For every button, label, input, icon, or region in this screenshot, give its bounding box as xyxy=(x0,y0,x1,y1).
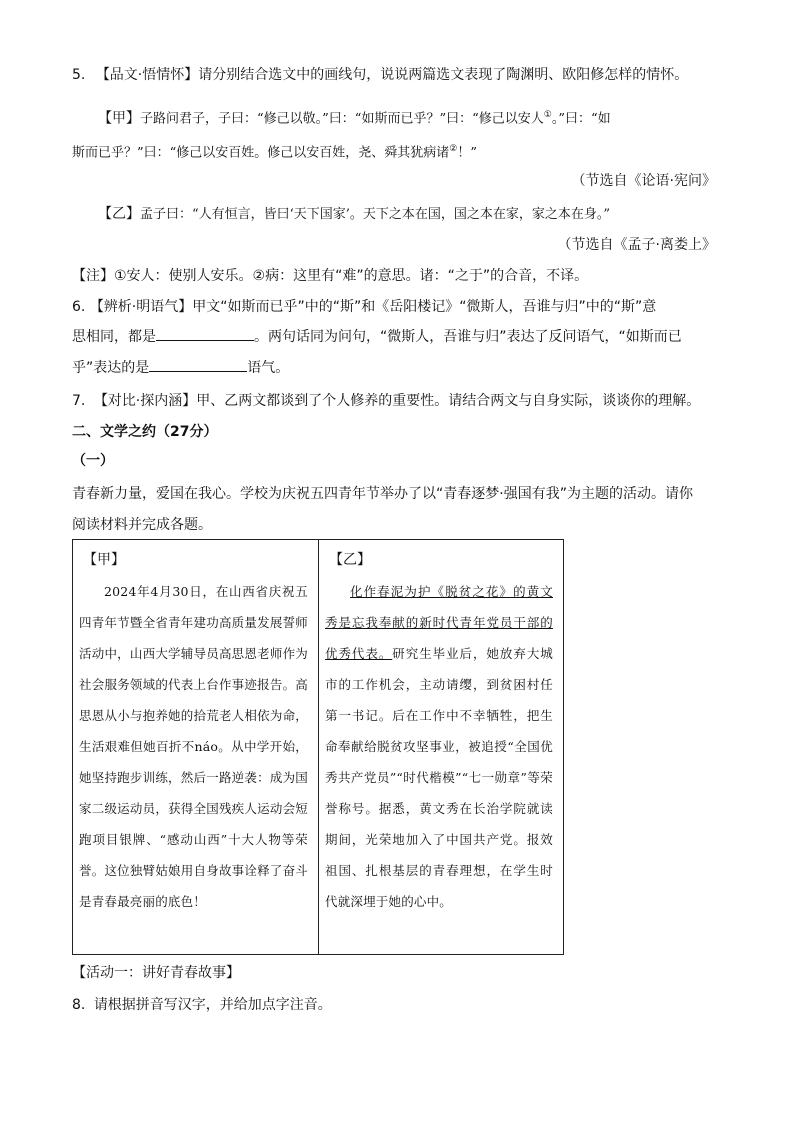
question-6-line2: 思相同，都是 。两句话同为问句，“微斯人，吾谁与归”表达了反问语气，“如斯而已 xyxy=(72,326,682,347)
footnote-marker: ① xyxy=(543,110,552,120)
annotation-note: 【注】①安人：使别人安乐。②病：这里有“难”的意思。诸：“之于”的合音，不译。 xyxy=(72,268,589,284)
question-tag: 【对比·探内涵】 xyxy=(93,393,197,409)
source-lunyu: （节选自《论语·宪问》 xyxy=(571,173,716,189)
answer-blank[interactable] xyxy=(149,357,247,372)
question-tag: 【辨析·明语气】 xyxy=(89,299,193,315)
question-8 xyxy=(72,995,332,1015)
question-text: 请根据拼音写汉字，并给加点字注音。 xyxy=(93,997,332,1013)
answer-blank[interactable] xyxy=(156,326,254,341)
source-mengzi: （节选自《孟子·离娄上》 xyxy=(557,237,716,253)
question-number: 5. xyxy=(72,67,86,83)
passage-jia-line2: 斯而已乎？”曰：“修己以安百姓。修己以安百姓，尧、舜其犹病诸②！” xyxy=(72,144,478,161)
subsection-title: （一） xyxy=(72,453,114,469)
passage-label: 【甲】 xyxy=(98,110,140,127)
material-table xyxy=(72,539,564,955)
question-text: 甲、乙两文都谈到了个人修养的重要性。请结合两文与自身实际，谈谈你的理解。 xyxy=(196,393,701,409)
question-number: 7. xyxy=(72,393,86,409)
underlined-sentence: 化作春泥为护《脱贫之花》的黄文秀是忘我奉献的新时代青年党员干部的优秀代表。 xyxy=(325,584,553,661)
material-label: 【乙】 xyxy=(329,552,371,568)
section-title: 二、文学之约（27分） xyxy=(72,424,218,440)
activity-title: 【活动一：讲好青春故事】 xyxy=(72,965,240,981)
material-label: 【甲】 xyxy=(83,552,125,568)
question-6-line1: 6. 【辨析·明语气】甲文“如斯而已乎”中的“斯”和《岳阳楼记》“微斯人，吾谁与归”中的“斯”意 xyxy=(72,299,657,315)
material-yi-text: 化作春泥为护《脱贫之花》的黄文秀是忘我奉献的新时代青年党员干部的优秀代表。研究生毕业后，她放弃大城市的工作机会，主动请缨，到贫困村任第一书记。后在工作中不幸牺牲，把生命奉献给脱贫攻坚事业，被追授“全国优秀共产党员”“时代楷模”“七一勋章”等荣誉称号。据悉，黄文秀在长治学院就读期间，光荣地加入了中国共产党。报效祖国、扎根基层的青春理想，在学生时代就深埋于她的心中。 xyxy=(325,584,553,909)
passage-label: 【乙】 xyxy=(98,206,140,222)
question-6-line3: 乎”表达的是 语气。 xyxy=(72,357,289,378)
passage-jia-line1: 【甲】子路问君子，子曰：“修己以敬。”曰：“如斯而已乎？”曰：“修己以安人①。”曰：“如 xyxy=(98,110,611,127)
passage-yi: 【乙】孟子曰：“人有恒言，皆曰‘天下国家’。天下之本在国，国之本在家，家之本在身。” xyxy=(98,206,611,222)
material-jia-text: 2024年4月30日，在山西省庆祝五四青年节暨全省青年建功高质量发展誓师活动中，山西大学辅导员高思恩老师作为社会服务领域的代表上台作事迹报告。高思恩从小与抱养她的拾荒老人相依为命，生活艰难但她百折不náo。从中学开始，她坚持跑步训练，然后一路逆袭：成为国家二级运动员，获得全国残疾人运动会短跑项目银牌、“感动山西”十大人物等荣誉。这位独臂姑娘用自身故事诠释了奋斗是青春最亮丽的底色！ xyxy=(79,584,308,909)
question-5 xyxy=(72,65,688,85)
material-yi-cell xyxy=(319,540,564,955)
question-text: 请分别结合选文中的画线句，说说两篇选文表现了陶渊明、欧阳修怎样的情怀。 xyxy=(198,67,689,83)
intro-line2: 阅读材料并完成各题。 xyxy=(72,517,212,533)
footnote-marker: ② xyxy=(449,144,458,154)
question-7 xyxy=(72,391,700,411)
intro-line1: 青春新力量，爱国在我心。学校为庆祝五四青年节举办了以“青春逐梦·强国有我”为主题的活动。请你 xyxy=(72,486,693,502)
question-number: 8. xyxy=(72,997,86,1013)
material-jia-cell xyxy=(73,540,319,955)
question-tag: 【品文·悟情怀】 xyxy=(95,67,199,83)
